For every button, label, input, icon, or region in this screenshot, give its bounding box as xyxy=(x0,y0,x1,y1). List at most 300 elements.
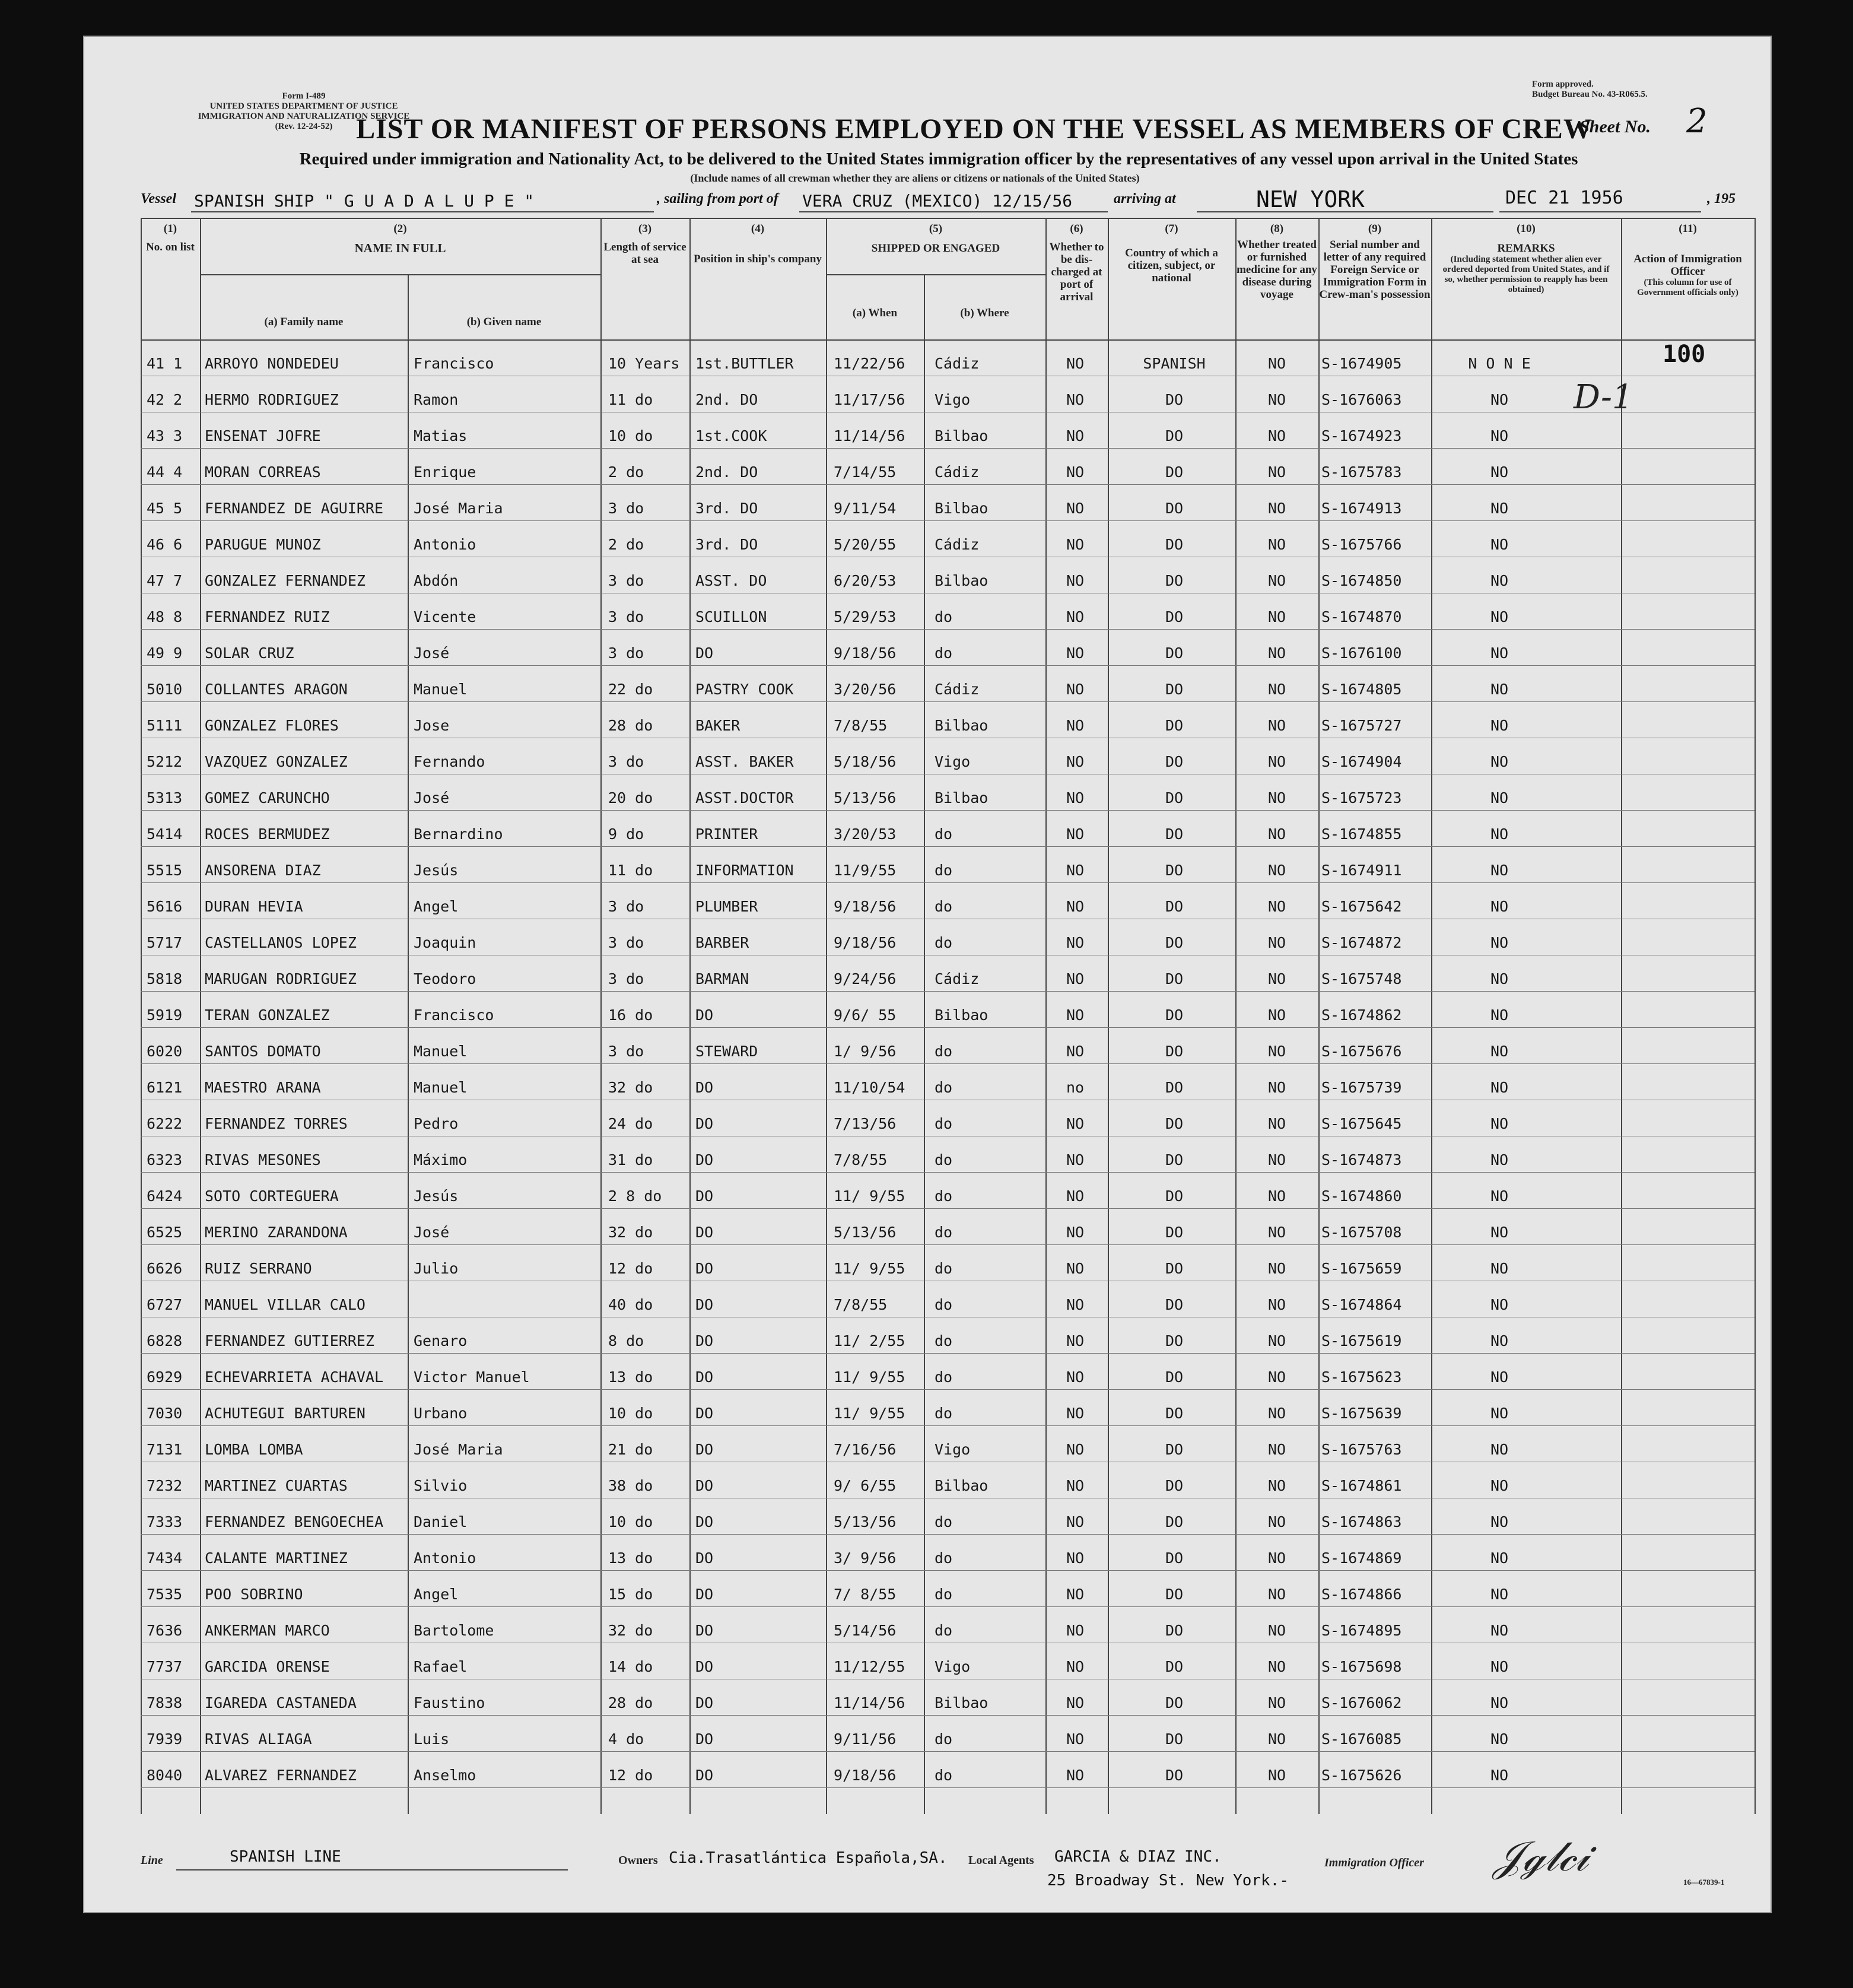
crew-table xyxy=(141,218,1755,1814)
position: 3rd. DO xyxy=(695,536,758,553)
engaged-place: do xyxy=(935,1151,953,1168)
nationality: DO xyxy=(1165,572,1184,589)
engaged-place: Bilbao xyxy=(935,572,989,589)
service-length: 8 do xyxy=(608,1332,644,1349)
serial-number: S-1674873 xyxy=(1321,1151,1402,1168)
serial-number: S-1675783 xyxy=(1321,463,1402,481)
table-row xyxy=(141,1136,1755,1173)
engaged-place: do xyxy=(935,1405,953,1422)
service-length: 32 do xyxy=(608,1079,653,1096)
given-name: Enrique xyxy=(414,463,476,481)
nationality: DO xyxy=(1165,1513,1184,1530)
position: 2nd. DO xyxy=(695,463,758,481)
engaged-date: 9/6/ 55 xyxy=(834,1006,897,1024)
remarks: NO xyxy=(1490,1006,1509,1024)
form-approval xyxy=(1532,80,1763,100)
given-name: Manuel xyxy=(414,1043,468,1060)
medicine-status: NO xyxy=(1267,536,1286,553)
officer-label: Immigration Officer xyxy=(1324,1856,1424,1869)
service-length: 32 do xyxy=(608,1224,653,1241)
given-name: Anselmo xyxy=(414,1767,476,1784)
discharge-status: NO xyxy=(1066,1767,1085,1784)
year-suffix: , 195 xyxy=(1707,191,1736,207)
medicine-status: NO xyxy=(1267,644,1286,662)
given-name: José xyxy=(414,644,450,662)
service-length: 31 do xyxy=(608,1151,653,1168)
col9-header xyxy=(1318,223,1431,301)
position: DO xyxy=(695,1115,714,1132)
sheet-label: Sheet No. xyxy=(1579,117,1651,136)
position: SCUILLON xyxy=(695,608,767,625)
engaged-place: Bilbao xyxy=(935,789,989,806)
engaged-date: 11/ 9/55 xyxy=(834,1187,905,1205)
medicine-status: NO xyxy=(1267,1694,1286,1711)
remarks: NO xyxy=(1490,1043,1509,1060)
serial-number: S-1675748 xyxy=(1321,970,1402,987)
table-row xyxy=(141,1100,1755,1136)
service-length: 3 do xyxy=(608,608,644,625)
service-length: 11 do xyxy=(608,862,653,879)
family-name: PARUGUE MUNOZ xyxy=(205,536,321,553)
nationality: DO xyxy=(1165,1115,1184,1132)
line-label: Line xyxy=(141,1854,163,1867)
family-name: VAZQUEZ GONZALEZ xyxy=(205,753,348,770)
given-name: Faustino xyxy=(414,1694,485,1711)
medicine-status: NO xyxy=(1267,1767,1286,1784)
family-name: ANKERMAN MARCO xyxy=(205,1622,330,1639)
engaged-place: do xyxy=(935,1549,953,1567)
given-name: Urbano xyxy=(414,1405,468,1422)
vessel-name: SPANISH SHIP " G U A D A L U P E " xyxy=(194,191,535,211)
col-sublabel: (This column for use of Government officials only) xyxy=(1637,278,1738,297)
family-name: GARCIDA ORENSE xyxy=(205,1658,330,1675)
position: DO xyxy=(695,644,714,662)
discharge-status: NO xyxy=(1066,1368,1085,1386)
given-name: Jesús xyxy=(414,862,459,879)
discharge-status: NO xyxy=(1066,717,1085,734)
medicine-status: NO xyxy=(1267,1151,1286,1168)
position: DO xyxy=(695,1260,714,1277)
given-name: Teodoro xyxy=(414,970,476,987)
remarks: NO xyxy=(1490,608,1509,625)
position: BARBER xyxy=(695,934,749,951)
serial-number: S-1675659 xyxy=(1321,1260,1402,1277)
service-length: 28 do xyxy=(608,717,653,734)
engaged-place: Vigo xyxy=(935,1658,971,1675)
remarks: NO xyxy=(1490,1730,1509,1748)
service-length: 15 do xyxy=(608,1586,653,1603)
col-label: Length of service at sea xyxy=(603,241,686,266)
given-name: Fernando xyxy=(414,753,485,770)
engaged-date: 7/14/55 xyxy=(834,463,897,481)
discharge-status: NO xyxy=(1066,608,1085,625)
engaged-date: 7/16/56 xyxy=(834,1441,897,1458)
discharge-status: NO xyxy=(1066,789,1085,806)
nationality: DO xyxy=(1165,1296,1184,1313)
grid-line xyxy=(826,274,1045,275)
engaged-place: Cádiz xyxy=(935,463,980,481)
service-length: 12 do xyxy=(608,1767,653,1784)
discharge-status: NO xyxy=(1066,644,1085,662)
position: DO xyxy=(695,1549,714,1567)
given-name: Bartolome xyxy=(414,1622,494,1639)
row-number: 5717 xyxy=(147,934,183,951)
nationality: DO xyxy=(1165,1730,1184,1748)
nationality: DO xyxy=(1165,934,1184,951)
medicine-status: NO xyxy=(1267,825,1286,843)
remarks: NO xyxy=(1490,825,1509,843)
serial-number: S-1674862 xyxy=(1321,1006,1402,1024)
family-name: DURAN HEVIA xyxy=(205,898,303,915)
col11-header xyxy=(1621,223,1755,298)
table-row xyxy=(141,1281,1755,1317)
col-number: (6) xyxy=(1070,223,1083,235)
discharge-status: NO xyxy=(1066,898,1085,915)
medicine-status: NO xyxy=(1267,681,1286,698)
discharge-status: NO xyxy=(1066,753,1085,770)
page-title: LIST OR MANIFEST OF PERSONS EMPLOYED ON THE VESSEL AS MEMBERS OF CREW xyxy=(356,113,1593,145)
engaged-date: 11/9/55 xyxy=(834,862,897,879)
nationality: DO xyxy=(1165,1405,1184,1422)
engaged-place: do xyxy=(935,1187,953,1205)
remarks: NO xyxy=(1490,1694,1509,1711)
service-length: 10 do xyxy=(608,1405,653,1422)
table-row xyxy=(141,1389,1755,1426)
nationality: DO xyxy=(1165,1441,1184,1458)
medicine-status: NO xyxy=(1267,427,1286,444)
table-row xyxy=(141,738,1755,774)
engaged-date: 11/14/56 xyxy=(834,427,905,444)
position: DO xyxy=(695,1368,714,1386)
approval-text: Form approved. xyxy=(1532,80,1594,89)
engaged-place: Bilbao xyxy=(935,717,989,734)
serial-number: S-1674805 xyxy=(1321,681,1402,698)
nationality: DO xyxy=(1165,717,1184,734)
service-length: 12 do xyxy=(608,1260,653,1277)
family-name: GOMEZ CARUNCHO xyxy=(205,789,330,806)
row-number: 6323 xyxy=(147,1151,183,1168)
position: PASTRY COOK xyxy=(695,681,794,698)
serial-number: S-1674850 xyxy=(1321,572,1402,589)
medicine-status: NO xyxy=(1267,1730,1286,1748)
nationality: DO xyxy=(1165,1151,1184,1168)
remarks: NO xyxy=(1490,1477,1509,1494)
nationality: DO xyxy=(1165,970,1184,987)
col-number: (11) xyxy=(1679,223,1697,235)
medicine-status: NO xyxy=(1267,1043,1286,1060)
col-number: (8) xyxy=(1270,223,1284,235)
row-number: 7838 xyxy=(147,1694,183,1711)
nationality: SPANISH xyxy=(1143,355,1206,372)
engaged-date: 5/13/56 xyxy=(834,1224,897,1241)
medicine-status: NO xyxy=(1267,1513,1286,1530)
remarks: NO xyxy=(1490,1224,1509,1241)
col-number: (7) xyxy=(1165,223,1178,235)
nationality: DO xyxy=(1165,1187,1184,1205)
service-length: 38 do xyxy=(608,1477,653,1494)
col5-header xyxy=(826,223,1045,255)
medicine-status: NO xyxy=(1267,1079,1286,1096)
service-length: 10 do xyxy=(608,1513,653,1530)
row-number: 7535 xyxy=(147,1586,183,1603)
serial-number: S-1674855 xyxy=(1321,825,1402,843)
nationality: DO xyxy=(1165,1332,1184,1349)
given-name: Matias xyxy=(414,427,468,444)
given-name: Daniel xyxy=(414,1513,468,1530)
department-name: UNITED STATES DEPARTMENT OF JUSTICE xyxy=(209,101,398,111)
position: DO xyxy=(695,1006,714,1024)
serial-number: S-1675723 xyxy=(1321,789,1402,806)
col-number: (4) xyxy=(751,223,765,235)
crew-count: 100 xyxy=(1663,341,1706,368)
discharge-status: NO xyxy=(1066,825,1085,843)
table-row xyxy=(141,1172,1755,1209)
position: 1st.COOK xyxy=(695,427,767,444)
discharge-status: NO xyxy=(1066,1622,1085,1639)
family-name: FERNANDEZ DE AGUIRRE xyxy=(205,500,384,517)
arrival-date: DEC 21 1956 xyxy=(1505,188,1623,208)
discharge-status: NO xyxy=(1066,536,1085,553)
table-row xyxy=(141,810,1755,847)
line-underline xyxy=(176,1869,568,1871)
medicine-status: NO xyxy=(1267,934,1286,951)
nationality: DO xyxy=(1165,1586,1184,1603)
row-number: 43 3 xyxy=(147,427,183,444)
family-name: ENSENAT JOFRE xyxy=(205,427,321,444)
discharge-status: NO xyxy=(1066,500,1085,517)
serial-number: S-1675642 xyxy=(1321,898,1402,915)
col-number: (9) xyxy=(1368,223,1382,235)
col-number: (5) xyxy=(929,223,943,235)
col-label: Position in ship's company xyxy=(694,253,822,265)
position: ASST.DOCTOR xyxy=(695,789,794,806)
family-name: CALANTE MARTINEZ xyxy=(205,1549,348,1567)
remarks: NO xyxy=(1490,681,1509,698)
owners-value: Cia.Trasatlántica Española,SA. xyxy=(669,1849,948,1867)
given-name: Angel xyxy=(414,1586,459,1603)
engaged-date: 11/ 2/55 xyxy=(834,1332,905,1349)
medicine-status: NO xyxy=(1267,1658,1286,1675)
serial-number: S-1675619 xyxy=(1321,1332,1402,1349)
medicine-status: NO xyxy=(1267,1296,1286,1313)
remarks: NO xyxy=(1490,1332,1509,1349)
col-label: Serial number and letter of any required Foreign Service or Immigration Form in Crew-man's possession xyxy=(1319,239,1431,301)
serial-number: S-1675698 xyxy=(1321,1658,1402,1675)
col5a-header: (a) When xyxy=(852,307,898,319)
service-length: 3 do xyxy=(608,644,644,662)
service-length: 21 do xyxy=(608,1441,653,1458)
remarks: NO xyxy=(1490,970,1509,987)
given-name: Rafael xyxy=(414,1658,468,1675)
table-row xyxy=(141,1063,1755,1100)
engaged-place: do xyxy=(935,1115,953,1132)
position: ASST. DO xyxy=(695,572,767,589)
discharge-status: NO xyxy=(1066,572,1085,589)
position: DO xyxy=(695,1586,714,1603)
position: DO xyxy=(695,1622,714,1639)
engaged-place: Vigo xyxy=(935,1441,971,1458)
family-name: MANUEL VILLAR CALO xyxy=(205,1296,365,1313)
serial-number: S-1674863 xyxy=(1321,1513,1402,1530)
position: INFORMATION xyxy=(695,862,794,879)
medicine-status: NO xyxy=(1267,1115,1286,1132)
medicine-status: NO xyxy=(1267,1224,1286,1241)
nationality: DO xyxy=(1165,500,1184,517)
table-row xyxy=(141,665,1755,702)
engaged-date: 9/24/56 xyxy=(834,970,897,987)
discharge-status: NO xyxy=(1066,1260,1085,1277)
remarks: NO xyxy=(1490,1079,1509,1096)
family-name: FERNANDEZ TORRES xyxy=(205,1115,348,1132)
engaged-date: 7/ 8/55 xyxy=(834,1586,897,1603)
family-name: ACHUTEGUI BARTUREN xyxy=(205,1405,365,1422)
row-number: 7434 xyxy=(147,1549,183,1567)
row-number: 7636 xyxy=(147,1622,183,1639)
form-number: Form I-489 xyxy=(282,91,326,101)
position: DO xyxy=(695,1694,714,1711)
agents-value: GARCIA & DIAZ INC. xyxy=(1054,1848,1222,1866)
row-number: 46 6 xyxy=(147,536,183,553)
engaged-date: 11/17/56 xyxy=(834,391,905,408)
remarks: NO xyxy=(1490,1549,1509,1567)
engaged-place: do xyxy=(935,1332,953,1349)
remarks: NO xyxy=(1490,789,1509,806)
serial-number: S-1674895 xyxy=(1321,1622,1402,1639)
serial-number: S-1675639 xyxy=(1321,1405,1402,1422)
row-number: 6525 xyxy=(147,1224,183,1241)
service-length: 28 do xyxy=(608,1694,653,1711)
remarks: NO xyxy=(1490,1441,1509,1458)
col2a-header: (a) Family name xyxy=(264,316,344,328)
manifest-footer xyxy=(141,1832,1755,1906)
family-name: MERINO ZARANDONA xyxy=(205,1224,348,1241)
medicine-status: NO xyxy=(1267,1477,1286,1494)
grid-line xyxy=(200,274,600,275)
serial-number: S-1675763 xyxy=(1321,1441,1402,1458)
nationality: DO xyxy=(1165,1622,1184,1639)
remarks: NO xyxy=(1490,753,1509,770)
table-row xyxy=(141,448,1755,485)
given-name: Julio xyxy=(414,1260,459,1277)
service-length: 2 do xyxy=(608,463,644,481)
medicine-status: NO xyxy=(1267,1368,1286,1386)
medicine-status: NO xyxy=(1267,1441,1286,1458)
service-length: 3 do xyxy=(608,1043,644,1060)
discharge-status: NO xyxy=(1066,1405,1085,1422)
remarks: NO xyxy=(1490,1658,1509,1675)
row-number: 5010 xyxy=(147,681,183,698)
engaged-place: do xyxy=(935,1767,953,1784)
discharge-status: NO xyxy=(1066,355,1085,372)
engaged-date: 9/ 6/55 xyxy=(834,1477,897,1494)
discharge-status: NO xyxy=(1066,970,1085,987)
engaged-date: 7/8/55 xyxy=(834,717,888,734)
nationality: DO xyxy=(1165,1767,1184,1784)
engaged-date: 7/8/55 xyxy=(834,1151,888,1168)
remarks: NO xyxy=(1490,1296,1509,1313)
engaged-date: 11/22/56 xyxy=(834,355,905,372)
table-row xyxy=(141,1606,1755,1643)
table-row xyxy=(141,955,1755,992)
medicine-status: NO xyxy=(1267,789,1286,806)
remarks: NO xyxy=(1490,862,1509,879)
engaged-date: 3/20/53 xyxy=(834,825,897,843)
row-number: 47 7 xyxy=(147,572,183,589)
col-number: (1) xyxy=(163,223,177,235)
discharge-status: NO xyxy=(1066,1043,1085,1060)
date-underline xyxy=(1499,211,1701,212)
row-number: 49 9 xyxy=(147,644,183,662)
engaged-date: 9/18/56 xyxy=(834,1767,897,1784)
position: DO xyxy=(695,1730,714,1748)
row-number: 6424 xyxy=(147,1187,183,1205)
family-name: POO SOBRINO xyxy=(205,1586,303,1603)
vessel-underline xyxy=(191,211,654,212)
remarks: NO xyxy=(1490,427,1509,444)
col-number: (3) xyxy=(638,223,652,235)
col5b-header: (b) Where xyxy=(960,307,1009,319)
family-name: FERNANDEZ BENGOECHEA xyxy=(205,1513,384,1530)
row-number: 44 4 xyxy=(147,463,183,481)
remarks: NO xyxy=(1490,717,1509,734)
given-name: José Maria xyxy=(414,1441,503,1458)
serial-number: S-1675766 xyxy=(1321,536,1402,553)
service-length: 3 do xyxy=(608,572,644,589)
engaged-date: 9/11/56 xyxy=(834,1730,897,1748)
col-label: No. on list xyxy=(146,241,195,253)
vessel-label: Vessel xyxy=(141,191,176,207)
family-name: ANSORENA DIAZ xyxy=(205,862,321,879)
col2-header xyxy=(200,223,600,255)
port-underline xyxy=(799,211,1108,212)
table-row xyxy=(141,846,1755,883)
given-name: José Maria xyxy=(414,500,503,517)
remarks: NO xyxy=(1490,463,1509,481)
remarks: NO xyxy=(1490,500,1509,517)
table-row xyxy=(141,701,1755,738)
discharge-status: NO xyxy=(1066,1694,1085,1711)
row-number: 6222 xyxy=(147,1115,183,1132)
nationality: DO xyxy=(1165,391,1184,408)
engaged-place: do xyxy=(935,898,953,915)
service-length: 3 do xyxy=(608,500,644,517)
officer-mark: D-1 xyxy=(1574,378,1633,417)
serial-number: S-1676085 xyxy=(1321,1730,1402,1748)
officer-signature: 𝒥ℊ𝓁𝒸𝒾 xyxy=(1493,1832,1589,1881)
given-name: Francisco xyxy=(414,355,494,372)
remarks: N O N E xyxy=(1468,355,1531,372)
destination-underline xyxy=(1197,211,1493,212)
medicine-status: NO xyxy=(1267,391,1286,408)
row-number: 6626 xyxy=(147,1260,183,1277)
given-name: Vicente xyxy=(414,608,476,625)
position: DO xyxy=(695,1513,714,1530)
table-row xyxy=(141,1751,1755,1788)
given-name: Francisco xyxy=(414,1006,494,1024)
serial-number: S-1674864 xyxy=(1321,1296,1402,1313)
discharge-status: NO xyxy=(1066,862,1085,879)
discharge-status: NO xyxy=(1066,1187,1085,1205)
discharge-status: NO xyxy=(1066,1513,1085,1530)
row-number: 6121 xyxy=(147,1079,183,1096)
given-name: Victor Manuel xyxy=(414,1368,530,1386)
table-row xyxy=(141,557,1755,593)
engaged-place: Bilbao xyxy=(935,1006,989,1024)
medicine-status: NO xyxy=(1267,463,1286,481)
given-name: José xyxy=(414,1224,450,1241)
position: DO xyxy=(695,1187,714,1205)
given-name: Pedro xyxy=(414,1115,459,1132)
